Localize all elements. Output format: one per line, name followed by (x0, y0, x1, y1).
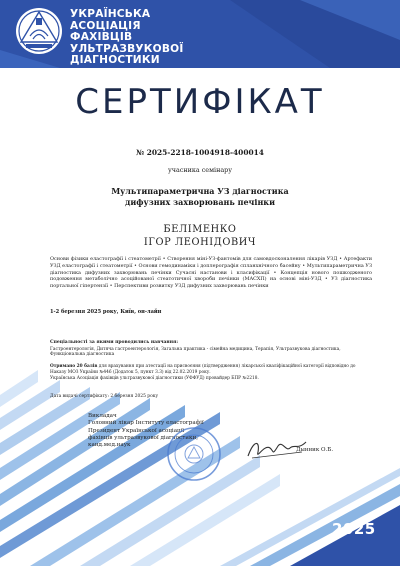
specialties-list: Гастроентерологія, Дитяча гастроентерологія, Загальна практика - сімейна медицина, Терапія, Ультразвукова діагностика, Функціональна діагностика (50, 347, 341, 357)
points-description: для врахування при атестації на присвоєння (підтвердження) лікарської кваліфікаційної категорії відповідно до Наказу МОЗ України №446 (Додаток 5, пункт 3.3) від 22.02.2019 року. (50, 364, 356, 375)
seminar-topics: Основи фізики еластографії і стеатометрії • Створення міні-УЗ-фантомів для самовдосконалення лікарів УЗД • Артефакти УЗД еластографії і стеатометрії • Основи гемодинаміки і доплерографія спланхнічного басейну • Мультипараметрична УЗ діагностика дифузних захворювань печінки Сучасні настанови і класифікації • Концепція нового пошкодженого подовження метаболічно асоційованої стеатотичної хвороби печінки (МАСХП) на основі міні-УЗД • УЗ діагностика портальної гіпертензії • Перспективи розвитку УЗД дифузних захворювань печінки (50, 256, 372, 290)
signer-line: Головний лікар Інституту еластографії (88, 420, 204, 427)
seminar-dates: 1-2 березня 2025 року, Київ, он-лайн (50, 309, 162, 315)
course-title-line: дифузних захворювань печінки (124, 197, 276, 207)
participant-role: учасника семінару (167, 166, 233, 174)
recipient-name (0, 223, 400, 249)
certificate-number: № 2025-2218-1004918-400014 (136, 148, 264, 157)
course-title (110, 186, 290, 208)
year-label: 2025 (332, 520, 376, 538)
org-line: АСОЦІАЦІЯ (70, 19, 141, 32)
org-line: УКРАЇНСЬКА (70, 8, 151, 20)
provider-text: Українська Асоціація фахівців ультразвукової діагностики (УФФУД) провайдер БПР №2218. (50, 376, 259, 381)
org-line: ДІАГНОСТИКИ (70, 54, 160, 66)
signer-line: Президент Української асоціації (88, 427, 185, 434)
course-title-line: Мультипараметрична УЗ діагностика (111, 186, 289, 196)
signer-line: фахівців ультразвукової діагностики, (88, 434, 199, 441)
certificate-title: СЕРТИФІКАТ (75, 82, 325, 122)
issue-date: Дата видачі сертифікату: 2 березня 2025 року (50, 394, 159, 399)
credit-points (50, 364, 372, 382)
signer-line: канд.мед.наук (88, 442, 131, 449)
org-line: УЛЬТРАЗВУКОВОЇ (70, 42, 184, 55)
points-value: Отримано 20 балів (50, 364, 98, 369)
specialties-label: Спеціальності за якими проводились навчання: (50, 340, 178, 345)
signer-name: Дынник О.Б. (296, 447, 334, 453)
recipient-given-name: ІГОР ЛЕОНІДОВИЧ (143, 237, 257, 248)
signer-line: Викладач (88, 413, 117, 419)
recipient-surname: БЕЛІМЕНКО (163, 224, 237, 235)
organization-stamp-icon (166, 426, 222, 482)
org-line: ФАХІВЦІВ (70, 31, 133, 43)
